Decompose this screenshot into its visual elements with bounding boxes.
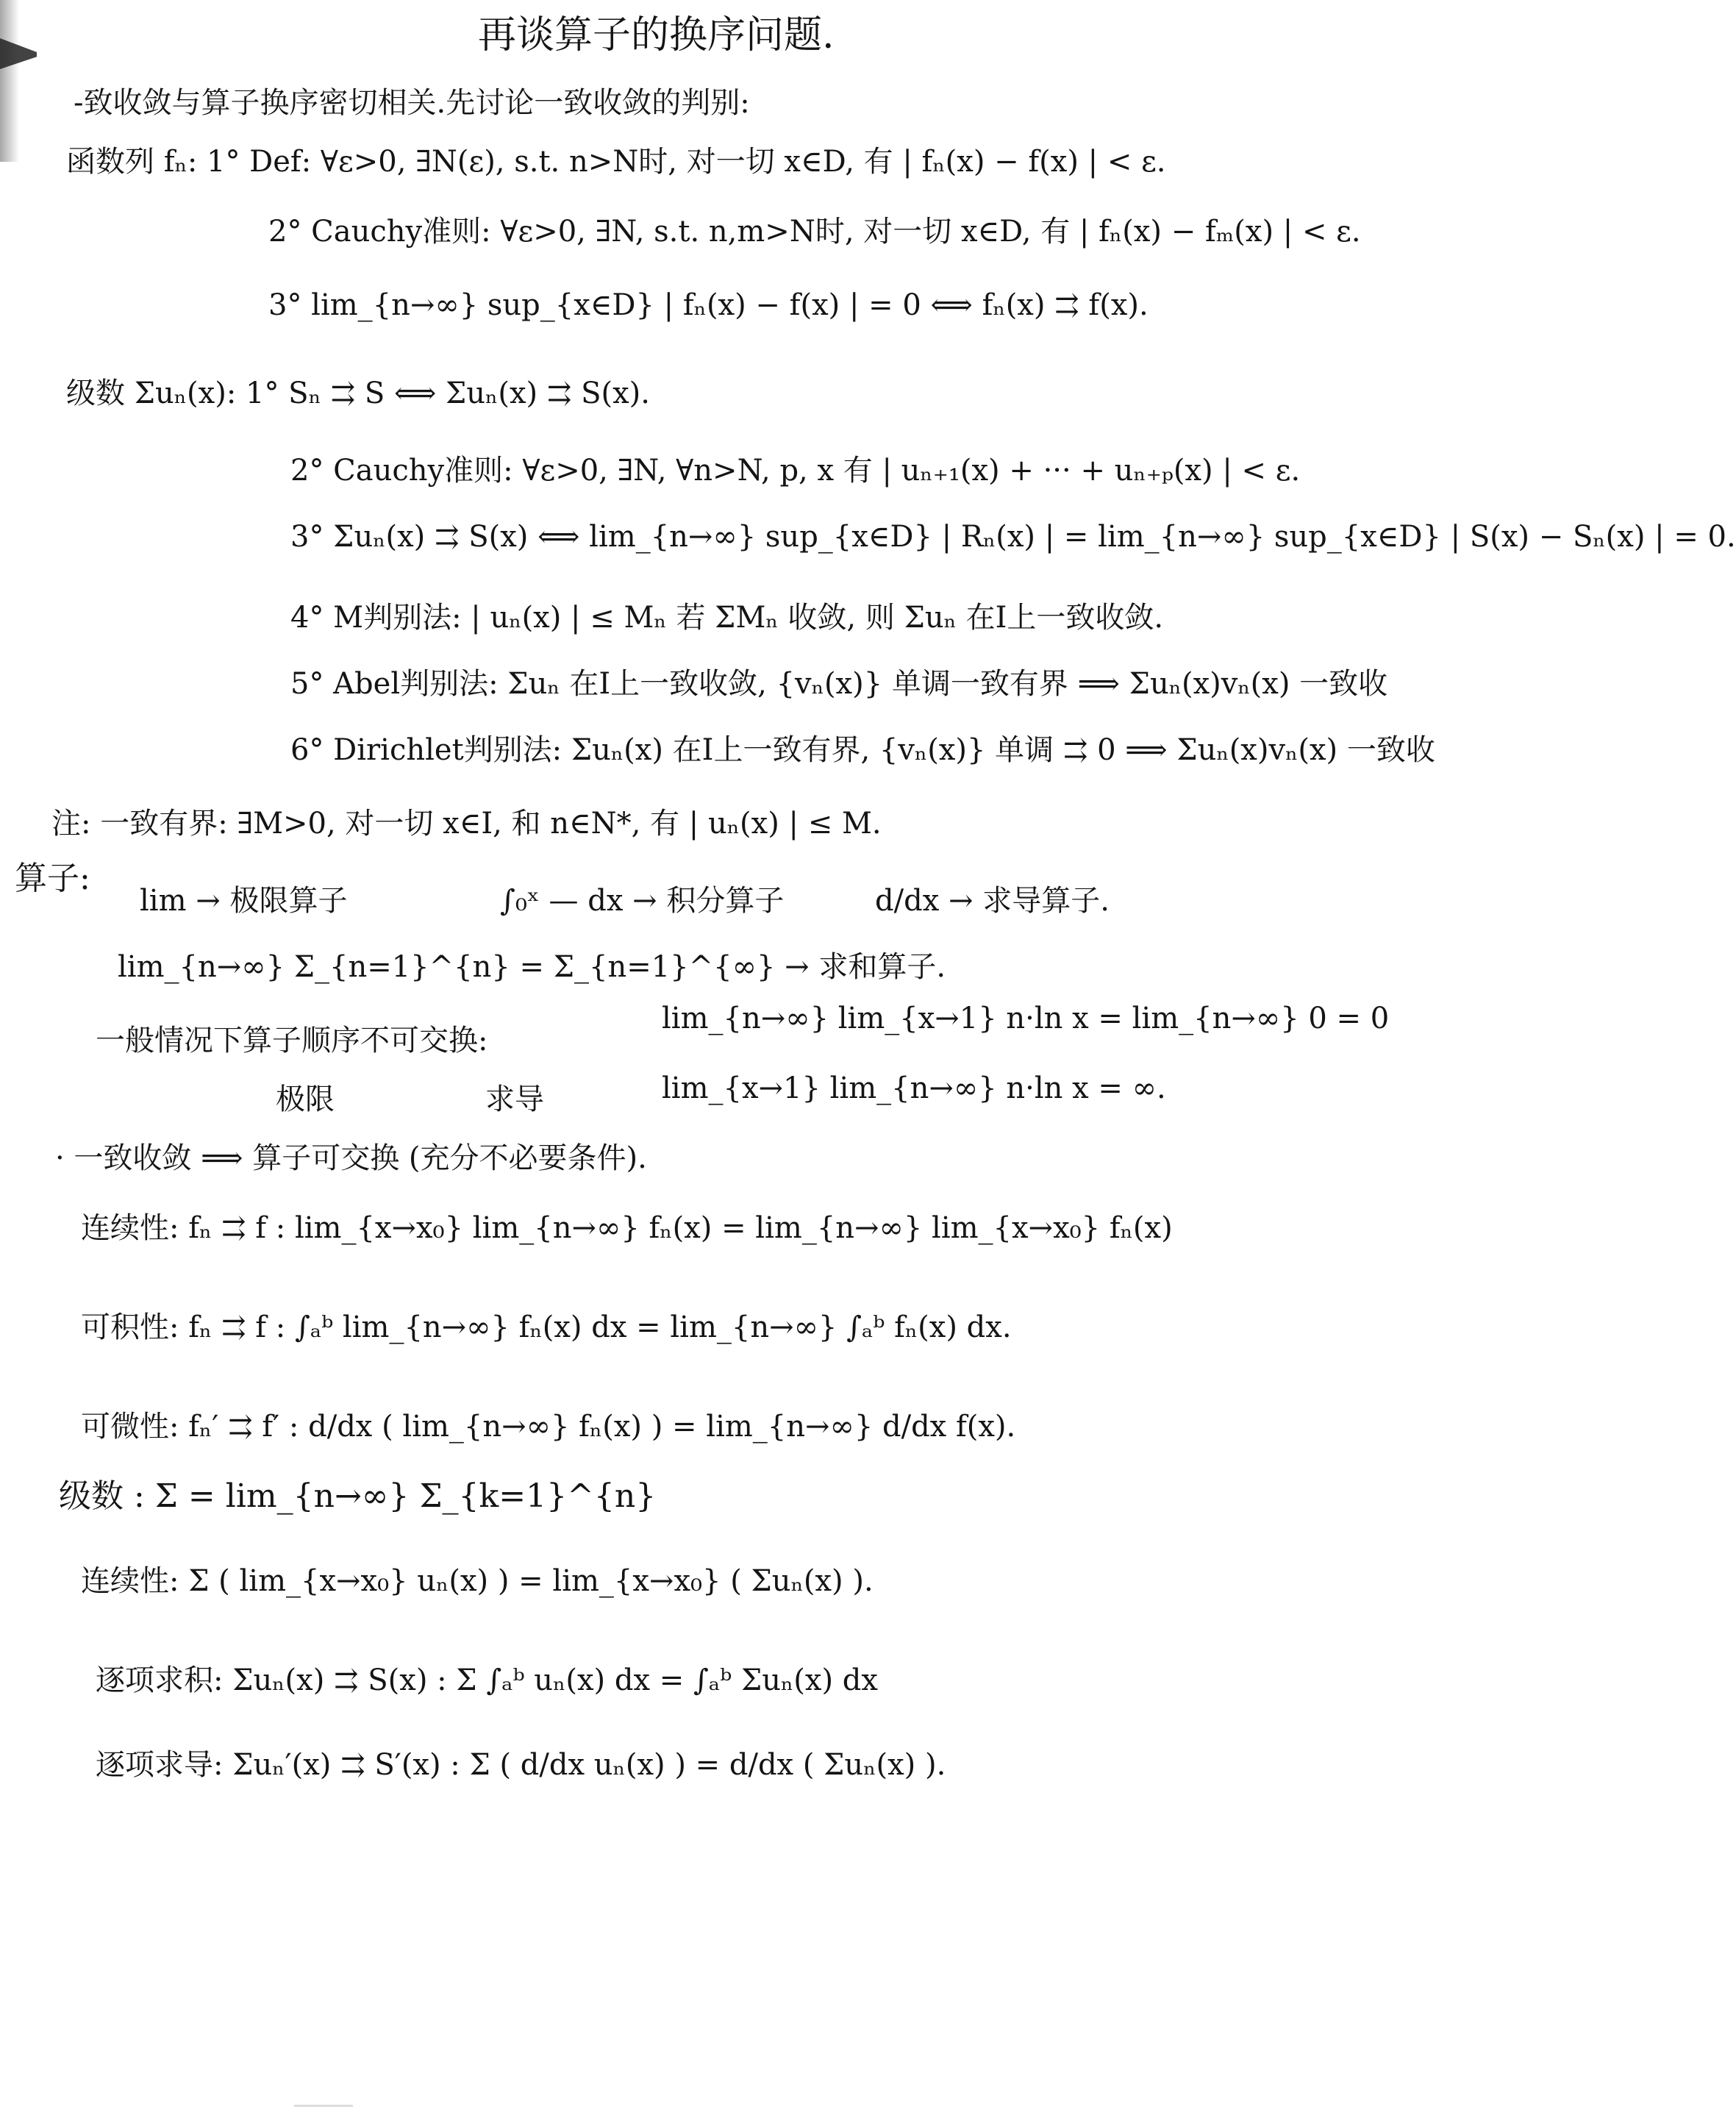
annotation-derivative: 求导 bbox=[485, 1083, 544, 1116]
series-m-test: 4° M判别法: | uₙ(x) | ≤ Mₙ 若 ΣMₙ 收敛, 则 Σuₙ 在I上一致收敛. bbox=[290, 601, 1164, 635]
series-criterion-1: 级数 Σuₙ(x): 1° Sₙ ⇉ S ⟺ Σuₙ(x) ⇉ S(x). bbox=[66, 377, 650, 410]
series-cauchy: 2° Cauchy准则: ∀ε>0, ∃N, ∀n>N, p, x 有 | uₙ₊₁(x) + ··· + uₙ₊ₚ(x) | < ε. bbox=[290, 454, 1301, 488]
continuity-property: 连续性: fₙ ⇉ f : lim_{x→x₀} lim_{n→∞} fₙ(x) = lim_{n→∞} lim_{x→x₀} fₙ(x) bbox=[81, 1211, 1173, 1245]
bottom-edge-mark bbox=[294, 2105, 353, 2107]
page-edge-shadow bbox=[0, 0, 19, 162]
function-sequence-sup-criterion: 3° lim_{n→∞} sup_{x∈D} | fₙ(x) − f(x) | = 0 ⟺ fₙ(x) ⇉ f(x). bbox=[268, 288, 1149, 322]
series-continuity: 连续性: Σ ( lim_{x→x₀} uₙ(x) ) = lim_{x→x₀} ( Σuₙ(x) ). bbox=[81, 1564, 874, 1598]
annotation-limit: 极限 bbox=[276, 1083, 335, 1116]
non-commutative-statement: 一般情况下算子顺序不可交换: bbox=[96, 1024, 488, 1058]
example-order-2: lim_{x→1} lim_{n→∞} n·ln x = ∞. bbox=[662, 1071, 1166, 1105]
integral-operator: ∫₀ˣ — dx → 积分算子 bbox=[500, 884, 785, 918]
limit-operator: lim → 极限算子 bbox=[140, 884, 348, 918]
series-dirichlet-test: 6° Dirichlet判别法: Σuₙ(x) 在I上一致有界, {vₙ(x)} 单调 ⇉ 0 ⟹ Σuₙ(x)vₙ(x) 一致收 bbox=[290, 733, 1435, 767]
summation-operator: lim_{n→∞} Σ_{n=1}^{n} = Σ_{n=1}^{∞} → 求和算子. bbox=[118, 950, 946, 984]
differentiability-property: 可微性: fₙ′ ⇉ f′ : d/dx ( lim_{n→∞} fₙ(x) ) = lim_{n→∞} d/dx f(x). bbox=[81, 1410, 1016, 1444]
integrability-property: 可积性: fₙ ⇉ f : ∫ₐᵇ lim_{n→∞} fₙ(x) dx = lim_{n→∞} ∫ₐᵇ fₙ(x) dx. bbox=[81, 1310, 1012, 1344]
intro-line: -致收敛与算子换序密切相关.先讨论一致收敛的判别: bbox=[74, 86, 750, 120]
termwise-differentiation: 逐项求导: Σuₙ′(x) ⇉ S′(x) : Σ ( d/dx uₙ(x) ) = d/dx ( Σuₙ(x) ). bbox=[96, 1748, 946, 1782]
series-as-limit: 级数 : Σ = lim_{n→∞} Σ_{k=1}^{n} bbox=[59, 1477, 657, 1515]
uniform-convergence-swap: · 一致收敛 ⟹ 算子可交换 (充分不必要条件). bbox=[55, 1141, 647, 1175]
uniform-bounded-note: 注: 一致有界: ∃M>0, 对一切 x∈I, 和 n∈N*, 有 | uₙ(x) | ≤ M. bbox=[51, 807, 882, 841]
derivative-operator: d/dx → 求导算子. bbox=[875, 884, 1110, 918]
series-remainder-criterion: 3° Σuₙ(x) ⇉ S(x) ⟺ lim_{n→∞} sup_{x∈D} | Rₙ(x) | = lim_{n→∞} sup_{x∈D} | S(x) − Sₙ(x) | = 0. bbox=[290, 520, 1736, 554]
function-sequence-def: 函数列 fₙ: 1° Def: ∀ε>0, ∃N(ε), s.t. n>N时, 对一切 x∈D, 有 | fₙ(x) − f(x) | < ε. bbox=[66, 145, 1166, 179]
note-title: 再谈算子的换序问题. bbox=[478, 13, 835, 57]
operators-heading: 算子: bbox=[15, 860, 90, 897]
series-abel-test: 5° Abel判别法: Σuₙ 在I上一致收敛, {vₙ(x)} 单调一致有界 ⟹ Σuₙ(x)vₙ(x) 一致收 bbox=[290, 667, 1388, 701]
function-sequence-cauchy: 2° Cauchy准则: ∀ε>0, ∃N, s.t. n,m>N时, 对一切 x∈D, 有 | fₙ(x) − fₘ(x) | < ε. bbox=[268, 215, 1361, 249]
example-order-1: lim_{n→∞} lim_{x→1} n·ln x = lim_{n→∞} 0 = 0 bbox=[662, 1002, 1390, 1035]
termwise-integration: 逐项求积: Σuₙ(x) ⇉ S(x) : Σ ∫ₐᵇ uₙ(x) dx = ∫ₐᵇ Σuₙ(x) dx bbox=[96, 1663, 878, 1697]
